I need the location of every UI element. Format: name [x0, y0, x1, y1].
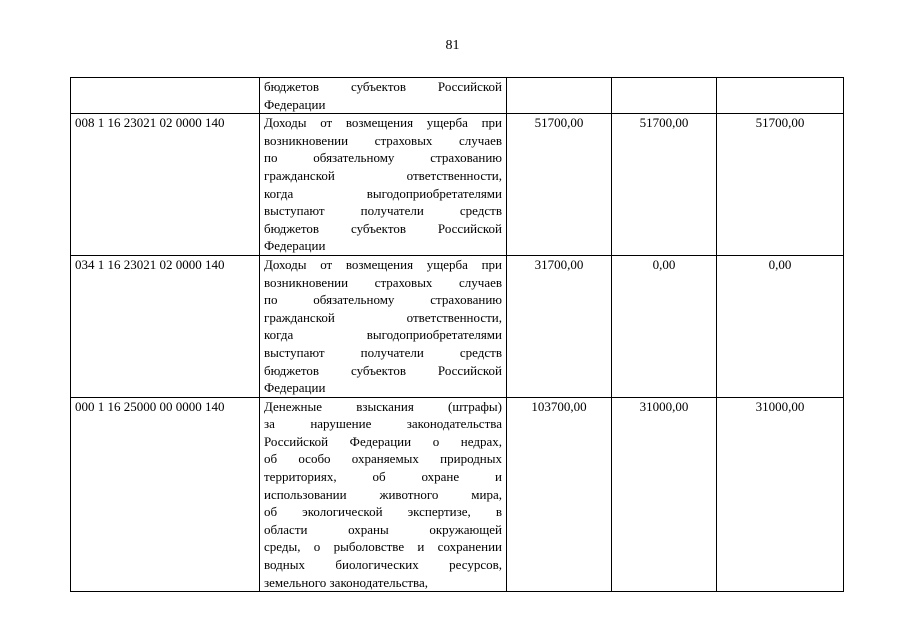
description-line: гражданской ответственности, — [264, 309, 502, 325]
description-line: территориях, об охране и — [264, 469, 502, 485]
description-line: Федерации — [264, 380, 326, 396]
description-line: среды, о рыболовстве и сохранении — [264, 539, 502, 555]
amount-cell-2 — [612, 78, 717, 114]
amount-cell-1: 31700,00 — [507, 255, 612, 397]
revenue-description-cell — [260, 397, 507, 592]
amount-cell-3: 0,00 — [717, 255, 844, 397]
description-line: бюджетов субъектов Российской — [264, 79, 502, 94]
description-line: бюджетов субъектов Российской — [264, 220, 502, 236]
description-line: гражданской ответственности, — [264, 167, 502, 183]
amount-cell-3 — [717, 78, 844, 114]
amount-cell-1: 103700,00 — [507, 397, 612, 592]
table-row — [71, 397, 844, 592]
revenue-description-cell — [260, 255, 507, 397]
revenue-description-cell — [260, 114, 507, 256]
table-row — [71, 78, 844, 114]
amount-cell-2: 51700,00 — [612, 114, 717, 256]
description-line: за нарушение законодательства — [264, 416, 502, 432]
description-line: земельного законодательства, — [264, 574, 429, 590]
budget-revenue-table — [70, 77, 844, 592]
amount-cell-1 — [507, 78, 612, 114]
description-line: об особо охраняемых природных — [264, 451, 502, 467]
amount-cell-2: 0,00 — [612, 255, 717, 397]
amount-cell-1: 51700,00 — [507, 114, 612, 256]
description-line: использовании животного мира, — [264, 486, 502, 502]
description-line: когда выгодоприобретателями — [264, 185, 502, 201]
table-row — [71, 255, 844, 397]
description-line: водных биологических ресурсов, — [264, 557, 502, 573]
amount-cell-2: 31000,00 — [612, 397, 717, 592]
description-line: Российской Федерации о недрах, — [264, 433, 502, 449]
description-line: Федерации — [264, 238, 326, 254]
revenue-code-cell: 008 1 16 23021 02 0000 140 — [71, 114, 260, 256]
description-line: возникновении страховых случаев — [264, 274, 502, 290]
description-line: Федерации — [264, 96, 326, 112]
revenue-code-cell — [71, 78, 260, 114]
description-line: по обязательному страхованию — [264, 292, 502, 308]
description-line: когда выгодоприобретателями — [264, 327, 502, 343]
description-line: Доходы от возмещения ущерба при — [264, 115, 502, 131]
description-line: Доходы от возмещения ущерба при — [264, 256, 502, 272]
revenue-description-cell — [260, 78, 507, 114]
revenue-code-cell: 000 1 16 25000 00 0000 140 — [71, 397, 260, 592]
description-line: по обязательному страхованию — [264, 150, 502, 166]
table-row — [71, 114, 844, 256]
description-line: области охраны окружающей — [264, 521, 502, 537]
page-number: 81 — [445, 38, 460, 53]
description-line: возникновении страховых случаев — [264, 132, 502, 148]
amount-cell-3: 51700,00 — [717, 114, 844, 256]
revenue-code-cell: 034 1 16 23021 02 0000 140 — [71, 255, 260, 397]
amount-cell-3: 31000,00 — [717, 397, 844, 592]
description-line: бюджетов субъектов Российской — [264, 362, 502, 378]
table-body — [71, 78, 844, 592]
description-line: выступают получатели средств — [264, 344, 502, 360]
description-line: выступают получатели средств — [264, 203, 502, 219]
description-line: Денежные взыскания (штрафы) — [264, 398, 502, 414]
description-line: об экологической экспертизе, в — [264, 504, 502, 520]
